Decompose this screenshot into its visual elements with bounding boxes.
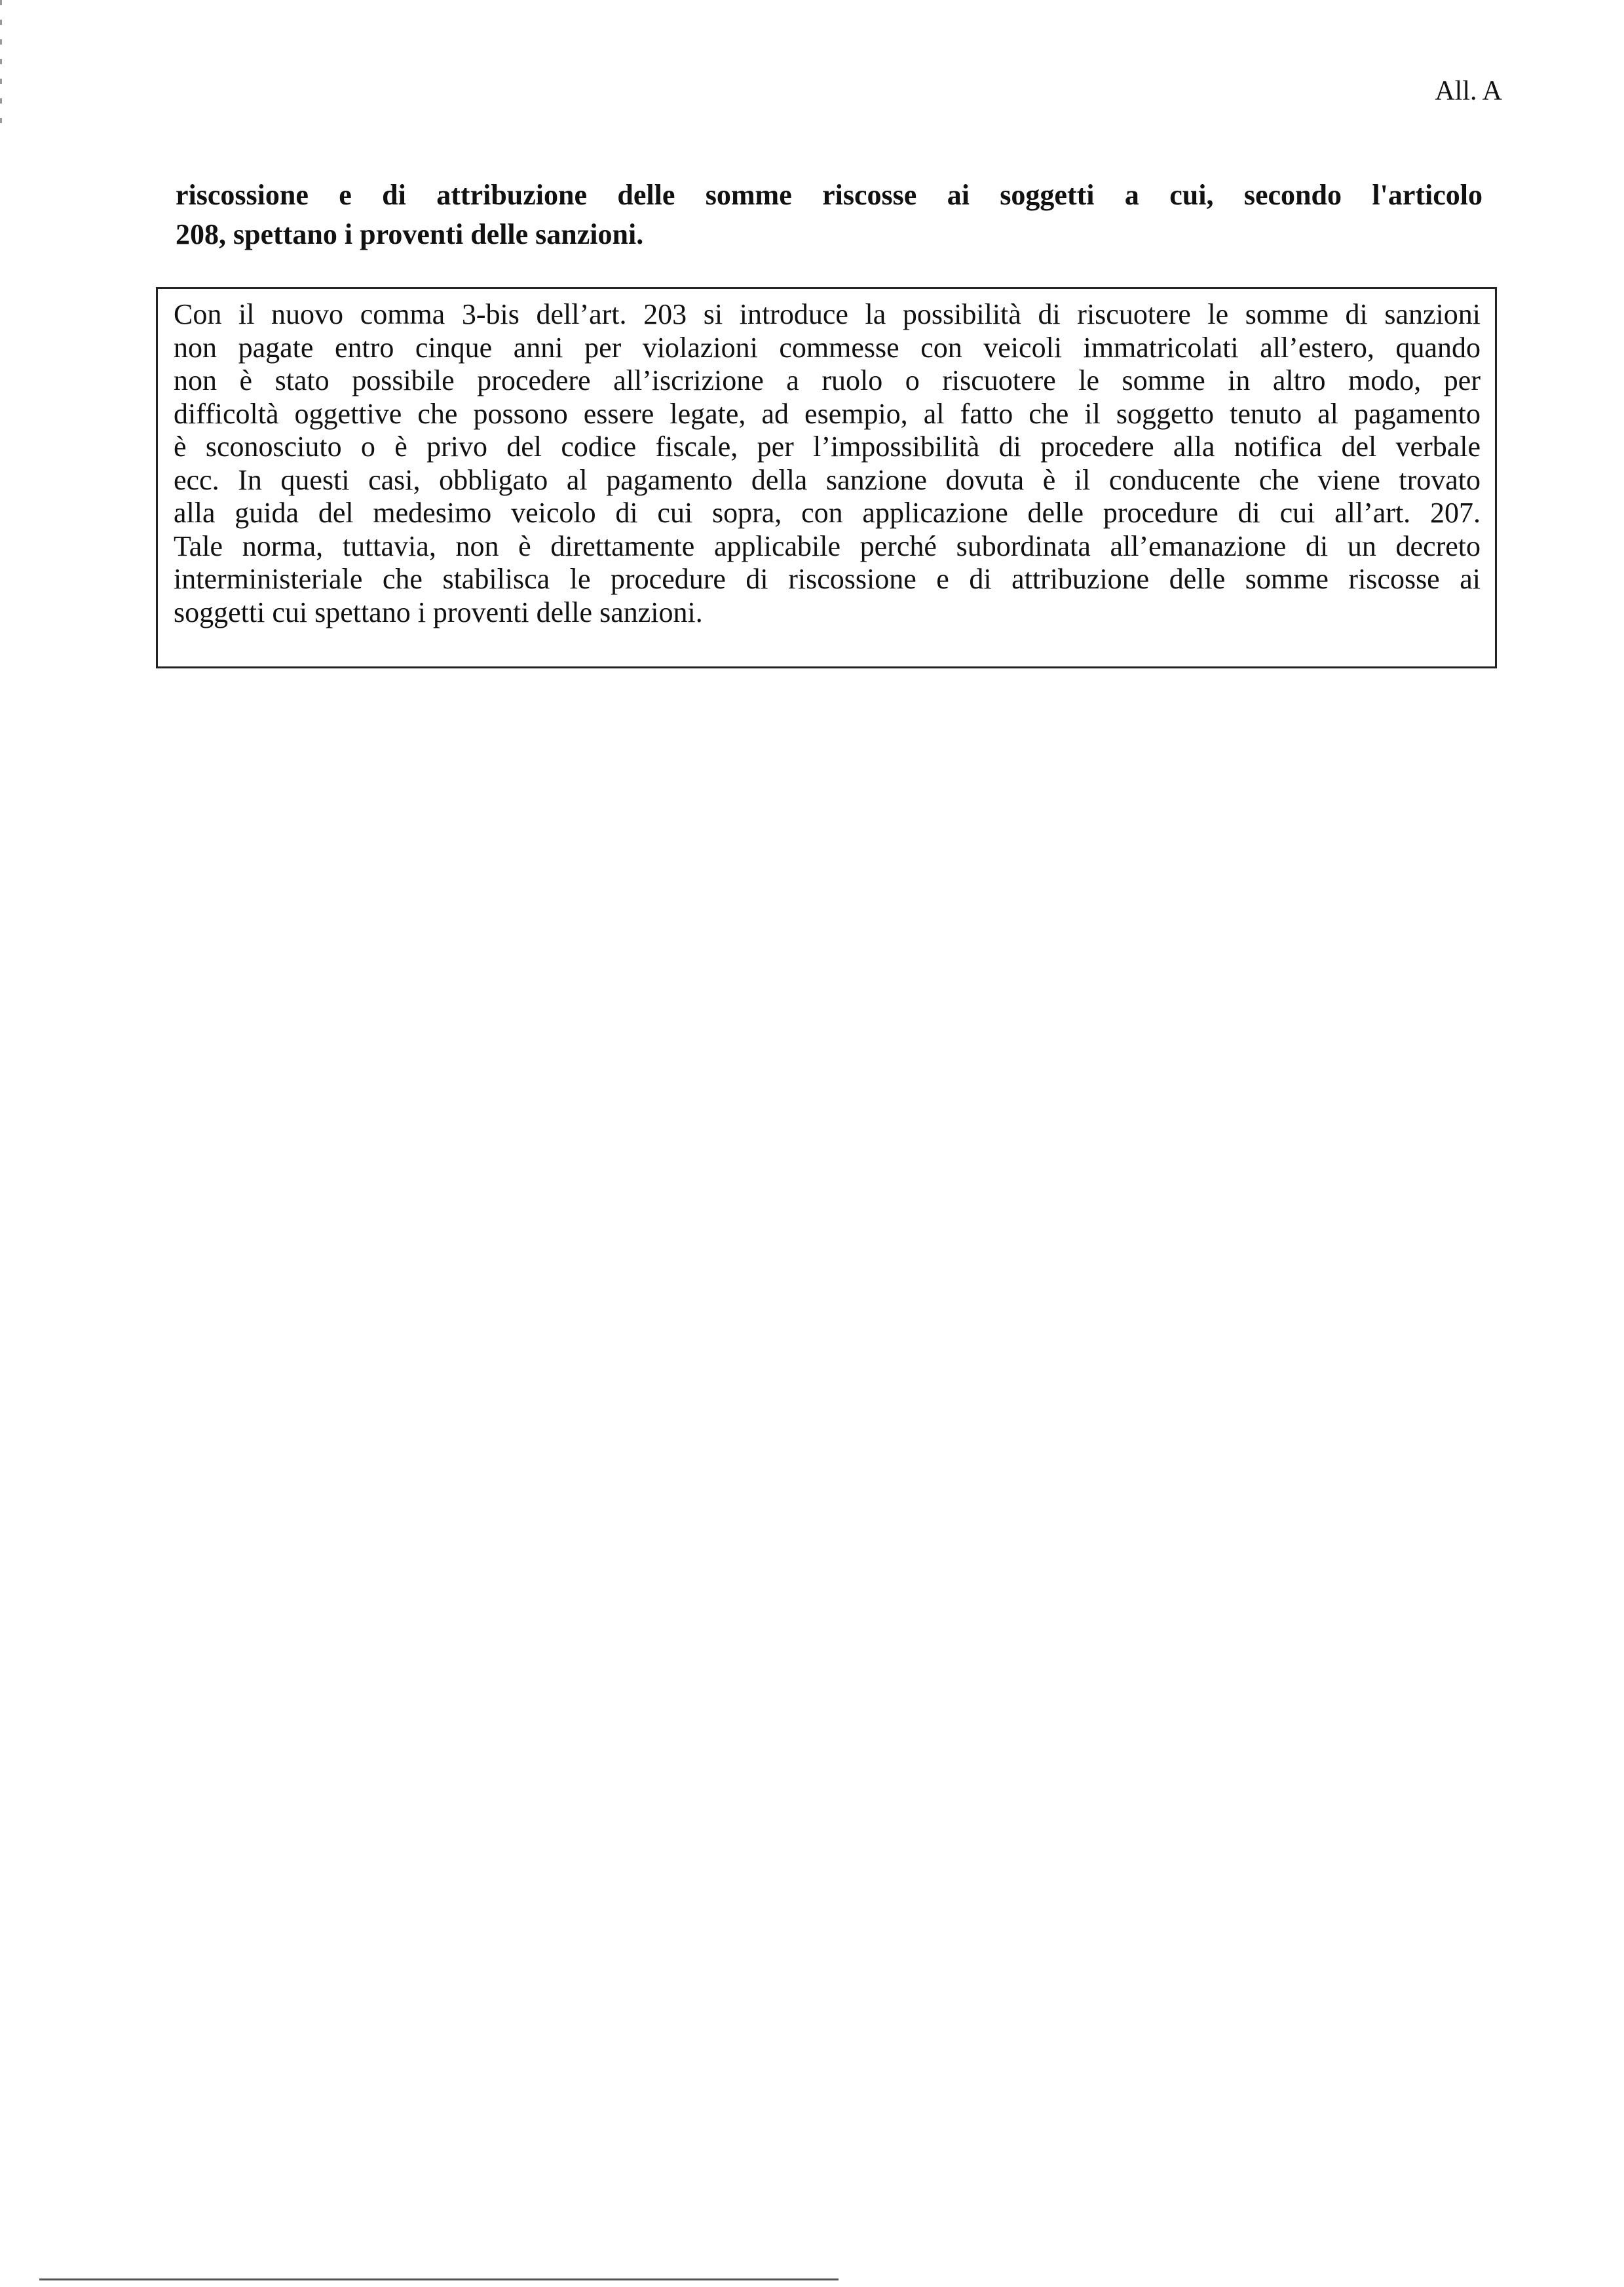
note-line: non pagate entro cinque anni per violazioni commesse con veicoli immatricolati all’estero, quando (174, 331, 1481, 364)
annex-label: All. A (1435, 76, 1502, 106)
note-line: interministeriale che stabilisca le procedure di riscossione e di attribuzione delle somme riscosse ai (174, 563, 1481, 595)
note-line: non è stato possibile procedere all’iscrizione a ruolo o riscuotere le somme in altro modo, per (174, 364, 1481, 396)
note-line: alla guida del medesimo veicolo di cui sopra, con applicazione delle procedure di cui all’art. 207. (174, 497, 1481, 529)
note-line: Con il nuovo comma 3-bis dell’art. 203 si introduce la possibilità di riscuotere le somme di sanzioni (174, 298, 1481, 330)
note-line: Tale norma, tuttavia, non è direttamente applicabile perché subordinata all’emanazione di un decreto (174, 529, 1481, 562)
intro-line: 208, spettano i proventi delle sanzioni. (176, 218, 644, 250)
note-line: soggetti cui spettano i proventi delle sanzioni. (174, 596, 703, 628)
scan-margin-mark (0, 0, 2, 138)
intro-paragraph (176, 176, 1482, 254)
note-line: ecc. In questi casi, obbligato al pagamento della sanzione dovuta è il conducente che viene trovato (174, 463, 1481, 496)
boxed-note (156, 287, 1497, 668)
bottom-rule (39, 2278, 839, 2280)
note-line: è sconosciuto o è privo del codice fiscale, per l’impossibilità di procedere alla notifica del verbale (174, 431, 1481, 463)
intro-line: riscossione e di attribuzione delle somme riscosse ai soggetti a cui, secondo l'articolo (176, 179, 1482, 211)
note-line: difficoltà oggettive che possono essere legate, ad esempio, al fatto che il soggetto tenuto al pagamento (174, 397, 1481, 430)
